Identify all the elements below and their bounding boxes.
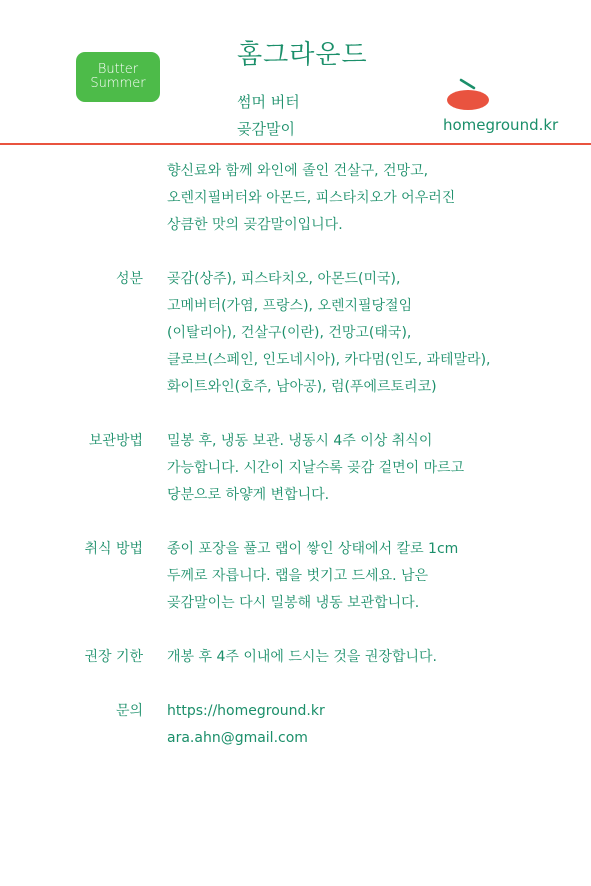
ingredients-line: 화이트와인(호주, 남아공), 럼(푸에르토리코) — [167, 379, 437, 395]
serving-label: 취식 방법 — [84, 541, 143, 557]
ingredients-line: (이탈리아), 건살구(이란), 건망고(태국), — [167, 325, 412, 341]
contact-row — [0, 698, 591, 752]
serving-row — [0, 536, 591, 617]
section-gap — [0, 239, 591, 266]
product-name-line-2: 곶감말이 — [237, 120, 295, 138]
homeground-logo — [440, 76, 560, 136]
header-divider — [0, 143, 591, 145]
serving-line: 곶감말이는 다시 밀봉해 냉동 보관합니다. — [167, 595, 420, 611]
section-gap — [0, 509, 591, 536]
serving-line: 두께로 자릅니다. 랩을 벗기고 드세요. 남은 — [167, 568, 429, 584]
contact-text — [167, 698, 325, 752]
storage-line: 밀봉 후, 냉동 보관. 냉동시 4주 이상 취식이 — [167, 433, 433, 449]
product-name-line-1: 썸머 버터 — [237, 93, 300, 111]
contact-email-link[interactable]: ara.ahn@gmail.com — [167, 730, 308, 746]
brand-title: 홈그라운드 — [237, 40, 368, 70]
storage-line: 가능합니다. 시간이 지날수록 곶감 겉면이 마르고 — [167, 460, 465, 476]
section-gap — [0, 671, 591, 698]
expiry-label: 권장 기한 — [84, 649, 143, 665]
serving-text — [167, 536, 458, 617]
ingredients-text — [167, 266, 490, 401]
serving-line: 종이 포장을 풀고 랩이 쌓인 상태에서 칼로 1cm — [167, 541, 459, 557]
badge-line-1: Butter — [97, 62, 139, 77]
header — [0, 0, 591, 146]
section-gap — [0, 617, 591, 644]
storage-row — [0, 428, 591, 509]
ingredients-line: 고메버터(가염, 프랑스), 오렌지필당절임 — [167, 298, 413, 314]
badge-line-2: Summer — [90, 76, 146, 91]
contact-website-link[interactable]: https://homeground.kr — [167, 703, 325, 719]
expiry-text — [167, 644, 437, 671]
storage-text — [167, 428, 464, 509]
logo-text: homeground.kr — [443, 116, 559, 134]
intro-line: 상큼한 맛의 곶감말이입니다. — [167, 217, 343, 233]
intro-text — [167, 158, 455, 239]
expiry-line: 개봉 후 4주 이내에 드시는 것을 권장합니다. — [167, 649, 437, 665]
expiry-row — [0, 644, 591, 671]
persimmon-icon — [444, 76, 494, 112]
storage-line: 당분으로 하얗게 변합니다. — [167, 487, 330, 503]
ingredients-line: 곶감(상주), 피스타치오, 아몬드(미국), — [167, 271, 401, 287]
intro-line: 향신료와 함께 와인에 졸인 건살구, 건망고, — [167, 163, 429, 179]
intro-row — [0, 158, 591, 239]
intro-line: 오렌지필버터와 아몬드, 피스타치오가 어우러진 — [167, 190, 456, 206]
contact-label: 문의 — [115, 703, 143, 719]
section-gap — [0, 401, 591, 428]
butter-summer-badge — [76, 52, 160, 102]
product-info — [0, 158, 591, 752]
ingredients-line: 클로브(스페인, 인도네시아), 카다멈(인도, 과테말라), — [167, 352, 491, 368]
ingredients-label: 성분 — [115, 271, 143, 287]
storage-label: 보관방법 — [88, 433, 143, 449]
ingredients-row — [0, 266, 591, 401]
